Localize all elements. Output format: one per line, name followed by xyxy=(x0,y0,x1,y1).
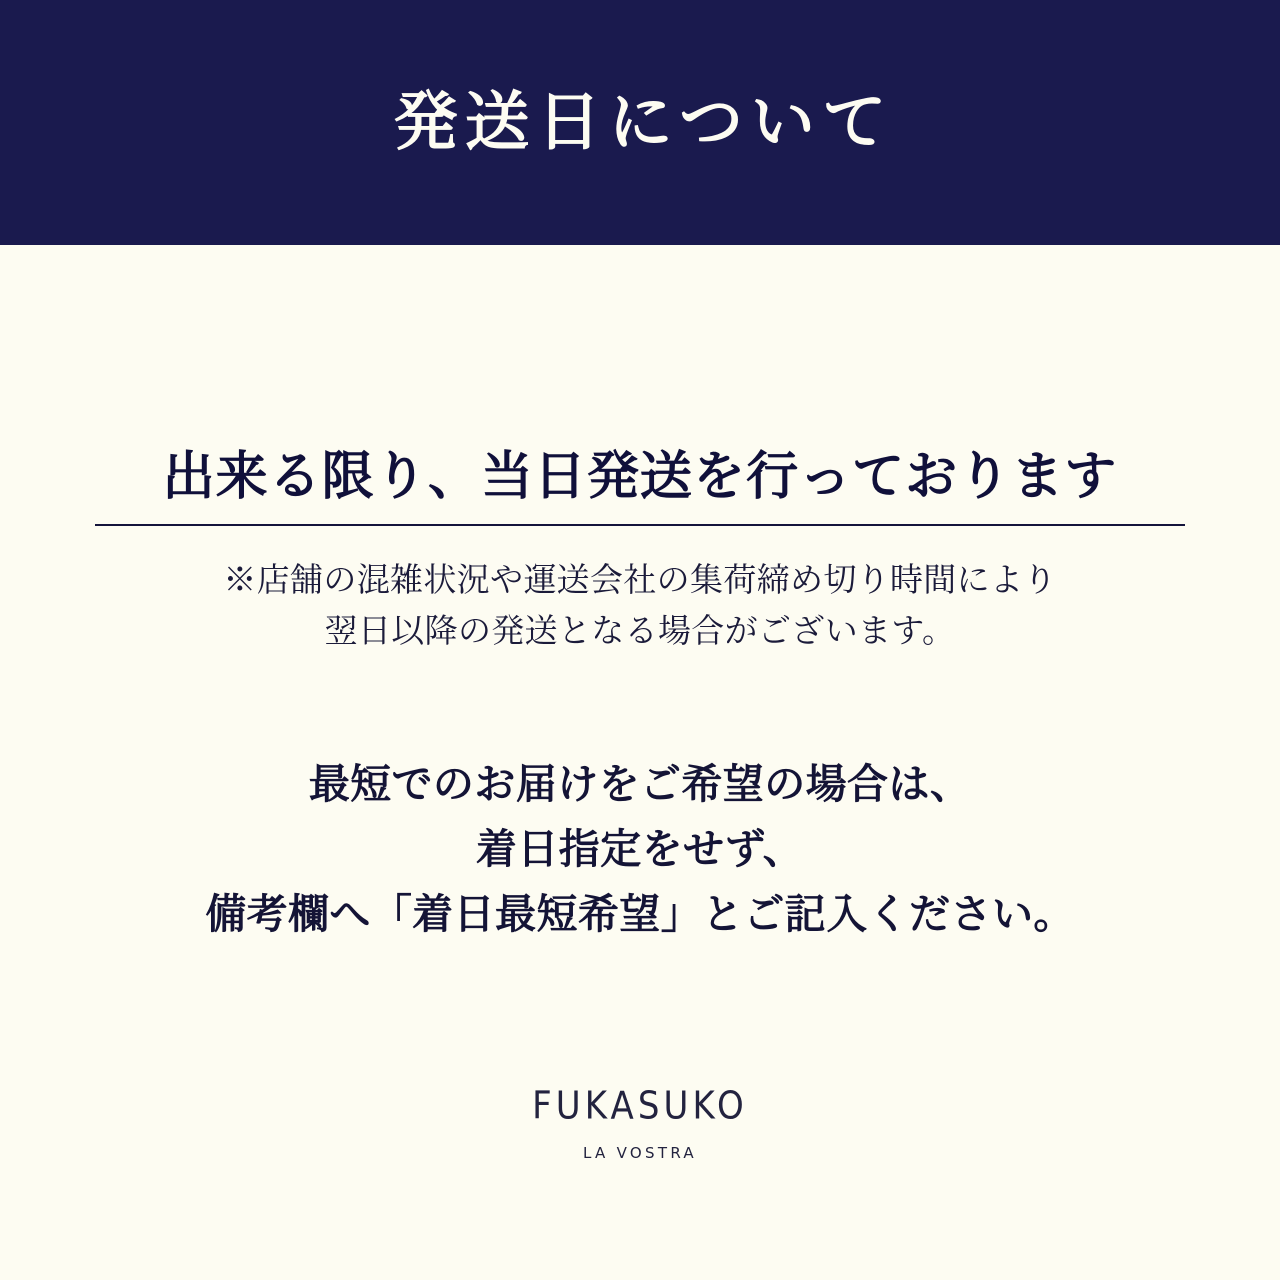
headline-text: 出来る限り、当日発送を行っております xyxy=(162,448,1118,506)
brand-logo-tagline: LA VOSTRA xyxy=(583,1144,697,1162)
headline-block xyxy=(95,445,1185,526)
brand-logo-wordmark: FUKASUKO xyxy=(532,1083,748,1129)
message-line-3: 備考欄へ「着日最短希望」とご記入ください。 xyxy=(205,890,1075,937)
headline-divider xyxy=(95,524,1185,526)
brand-logo xyxy=(0,1083,1280,1162)
page-title: 発送日について xyxy=(393,86,895,159)
note-block xyxy=(223,554,1056,656)
notice-body xyxy=(0,245,1280,1280)
message-line-2: 着日指定をせず、 xyxy=(475,826,804,873)
note-line-1: ※店舗の混雑状況や運送会社の集荷締め切り時間により xyxy=(223,561,1057,598)
header-banner xyxy=(0,0,1280,245)
note-line-2: 翌日以降の発送となる場合がございます。 xyxy=(324,612,956,650)
message-block xyxy=(205,752,1075,946)
message-line-1: 最短でのお届けをご希望の場合は、 xyxy=(308,761,972,808)
